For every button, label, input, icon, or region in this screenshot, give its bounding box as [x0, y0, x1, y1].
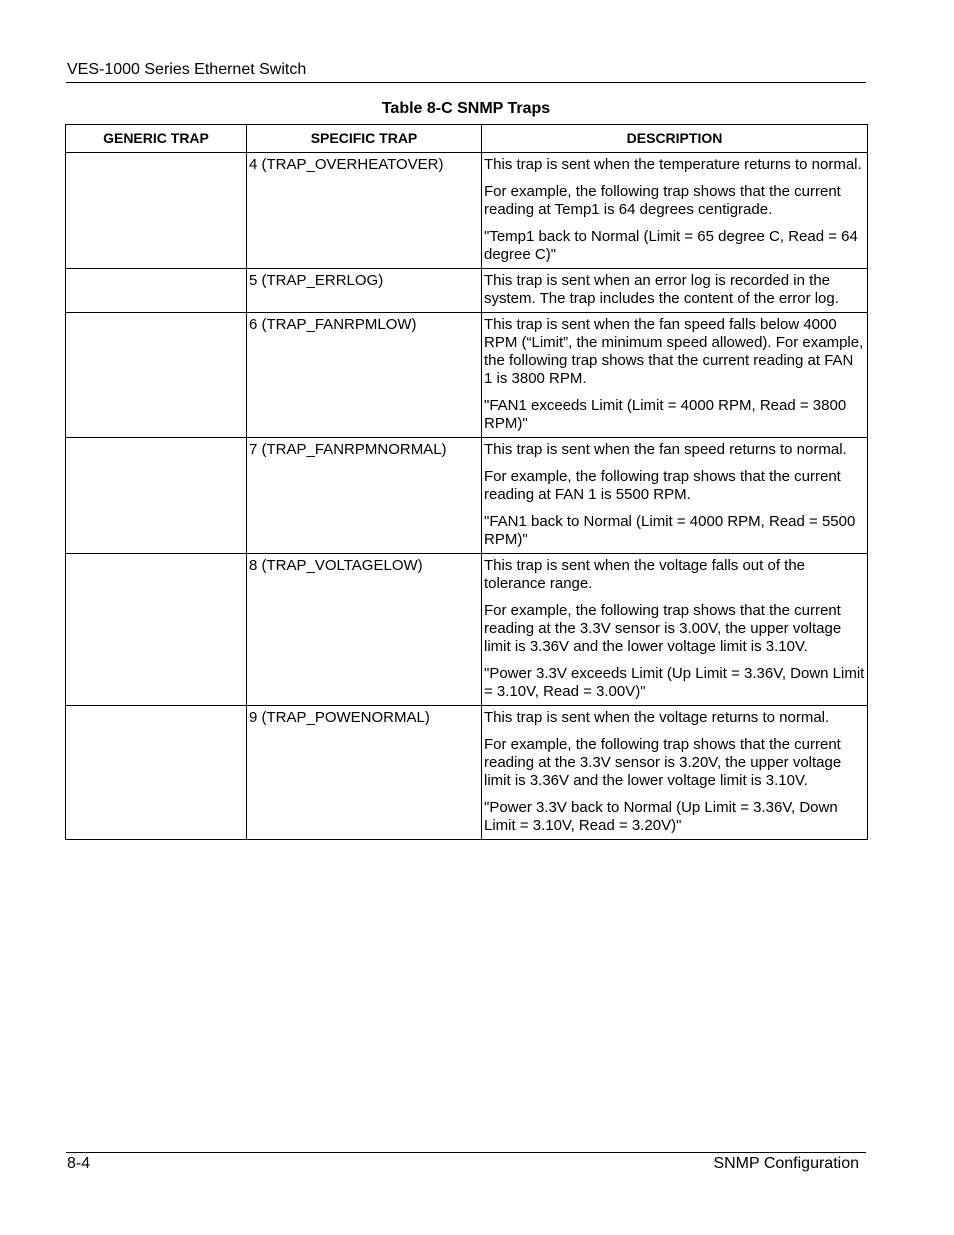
- description-paragraph: "FAN1 back to Normal (Limit = 4000 RPM, Read = 5500 RPM)": [484, 513, 856, 548]
- description-cell: [482, 153, 868, 269]
- generic-trap-cell: [66, 438, 247, 554]
- section-title: SNMP Configuration: [713, 1155, 859, 1172]
- specific-trap-cell: 9 (TRAP_POWENORMAL): [247, 706, 482, 840]
- description-paragraph: This trap is sent when the fan speed falls below 4000 RPM (“Limit”, the minimum speed allowed). For example, the following trap shows that the current reading at FAN 1 is 3800 RPM.: [484, 316, 864, 387]
- description-paragraph: For example, the following trap shows that the current reading at the 3.3V sensor is 3.20V, the upper voltage limit is 3.36V and the lower voltage limit is 3.10V.: [484, 736, 842, 789]
- description-paragraph: This trap is sent when the fan speed returns to normal.: [484, 441, 847, 458]
- description-cell: [482, 706, 868, 840]
- specific-trap-cell: 4 (TRAP_OVERHEATOVER): [247, 153, 482, 269]
- generic-trap-cell: [66, 706, 247, 840]
- description-paragraph: For example, the following trap shows that the current reading at the 3.3V sensor is 3.00V, the upper voltage limit is 3.36V and the lower voltage limit is 3.10V.: [484, 602, 842, 655]
- table-row: [66, 554, 868, 706]
- description-paragraph: This trap is sent when an error log is recorded in the system. The trap includes the content of the error log.: [484, 272, 839, 307]
- description-paragraph: "Temp1 back to Normal (Limit = 65 degree C, Read = 64 degree C)": [484, 228, 858, 263]
- generic-trap-cell: [66, 554, 247, 706]
- description-paragraph: "FAN1 exceeds Limit (Limit = 4000 RPM, Read = 3800 RPM)": [484, 397, 847, 432]
- table-row: [66, 438, 868, 554]
- description-paragraph: This trap is sent when the temperature returns to normal.: [484, 156, 862, 173]
- description-cell: [482, 554, 868, 706]
- column-header-specific-trap: SPECIFIC TRAP: [247, 125, 482, 153]
- specific-trap-cell: 6 (TRAP_FANRPMLOW): [247, 313, 482, 438]
- table-caption: Table 8-C SNMP Traps: [381, 100, 551, 117]
- description-cell: [482, 438, 868, 554]
- description-paragraph: For example, the following trap shows that the current reading at Temp1 is 64 degrees centigrade.: [484, 183, 841, 218]
- generic-trap-cell: [66, 269, 247, 313]
- column-header-description: DESCRIPTION: [482, 125, 868, 153]
- description-cell: [482, 313, 868, 438]
- description-paragraph: "Power 3.3V exceeds Limit (Up Limit = 3.36V, Down Limit = 3.10V, Read = 3.00V)": [484, 665, 865, 700]
- page-number: 8-4: [67, 1155, 91, 1172]
- description-paragraph: This trap is sent when the voltage returns to normal.: [484, 709, 830, 726]
- page-footer: [66, 1152, 866, 1177]
- specific-trap-cell: 5 (TRAP_ERRLOG): [247, 269, 482, 313]
- table-row: [66, 153, 868, 269]
- description-paragraph: For example, the following trap shows that the current reading at FAN 1 is 5500 RPM.: [484, 468, 841, 503]
- description-paragraph: This trap is sent when the voltage falls out of the tolerance range.: [484, 557, 806, 592]
- description-paragraph: "Power 3.3V back to Normal (Up Limit = 3.36V, Down Limit = 3.10V, Read = 3.20V)": [484, 799, 838, 834]
- snmp-traps-table: [65, 124, 868, 840]
- specific-trap-cell: 7 (TRAP_FANRPMNORMAL): [247, 438, 482, 554]
- generic-trap-cell: [66, 153, 247, 269]
- table-row: [66, 269, 868, 313]
- table-row: [66, 313, 868, 438]
- page-header-title: VES-1000 Series Ethernet Switch: [67, 61, 307, 78]
- page-header: [66, 60, 866, 83]
- table-header-row: [66, 125, 868, 153]
- description-cell: [482, 269, 868, 313]
- column-header-generic-trap: GENERIC TRAP: [66, 125, 247, 153]
- generic-trap-cell: [66, 313, 247, 438]
- specific-trap-cell: 8 (TRAP_VOLTAGELOW): [247, 554, 482, 706]
- table-row: [66, 706, 868, 840]
